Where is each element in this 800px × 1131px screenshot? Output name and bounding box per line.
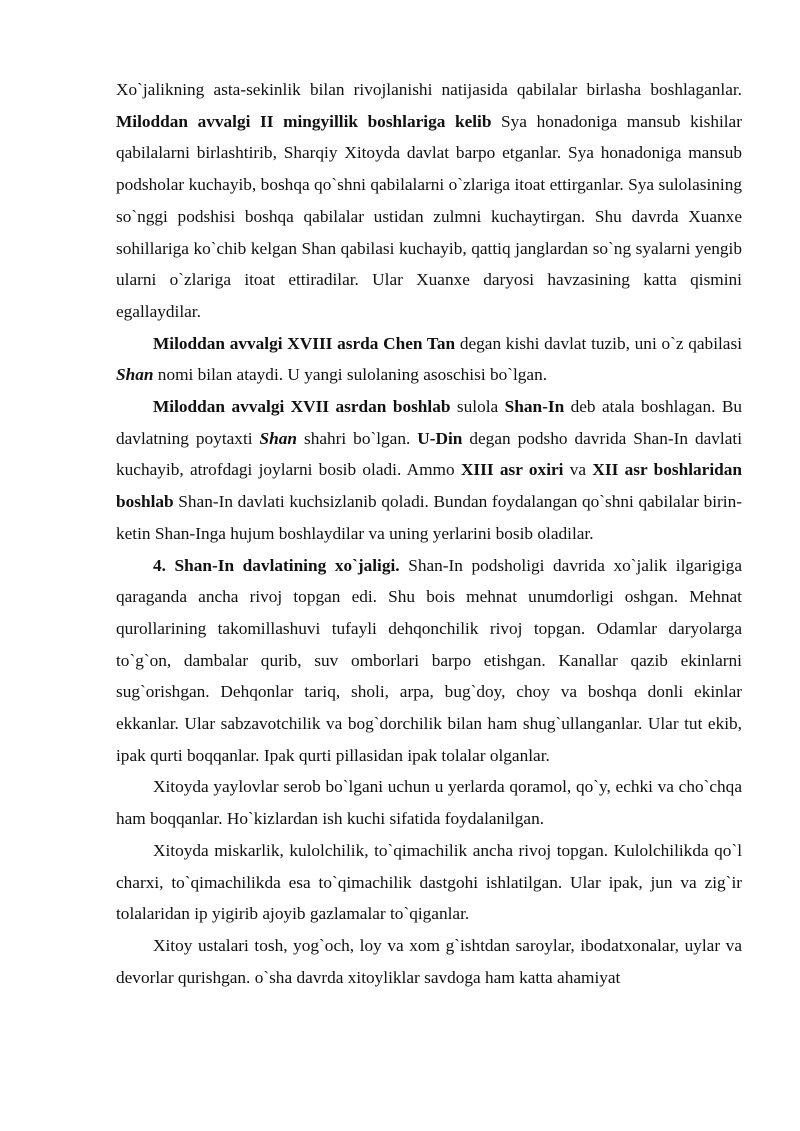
paragraph-2 — [116, 328, 742, 391]
body-text: Xitoyda miskarlik, kulolchilik, to`qimachilik ancha rivoj topgan. Kulolchilikda qo`l charxi, to`qimachilikda esa to`qimachilik dastgohi ishlatilgan. Ular ipak, jun va zig`ir tolalaridan ip yigirib ajoyib gazlamalar to`qiganlar. — [116, 840, 742, 924]
body-text: Sya honadoniga mansub kishilar qabilalarni birlashtirib, Sharqiy Xitoyda davlat barpo etganlar. Sya honadoniga mansub podsholar kuchayib, boshqa qo`shni qabilalarni o`zlariga itoat ettirganlar. Sya sulolasining so`nggi podshisi boshqa qabilalar ustidan zulmni kuchaytirgan. Shu davrda Xuanxe sohillariga ko`chib kelgan Shan qabilasi kuchayib, qattiq janglardan so`ng syalarni yengib ularni o`zlariga itoat ettiradilar. Ular Xuanxe daryosi havzasining katta qismini egallaydilar. — [116, 111, 742, 321]
paragraph-7 — [116, 930, 742, 993]
emphasized-text: Miloddan avvalgi II mingyillik boshlariga kelib — [116, 111, 492, 131]
emphasized-text: 4. Shan-In davlatining xo`jaligi. — [153, 555, 400, 575]
emphasized-text: U-Din — [417, 428, 463, 448]
body-text: sulola — [450, 397, 505, 417]
body-text: Shan-In podsholigi davrida xo`jalik ilgarigiga qaraganda ancha rivoj topgan edi. Shu bois mehnat unumdorligi oshgan. Mehnat qurollarining takomillashuvi tufayli dehqonchilik rivoj topgan. Odamlar daryolarga to`g`on, dambalar qurib, suv omborlari barpo etishgan. Kanallar qazib ekinlarni sug`orishgan. Dehqonlar tariq, sholi, arpa, bug`doy, choy va boshqa donli ekinlar ekkanlar. Ular sabzavotchilik va bog`dorchilik bilan ham shug`ullanganlar. Ular tut ekib, ipak qurti boqqanlar. Ipak qurti pillasidan ipak tolalar olganlar. — [116, 555, 742, 765]
emphasized-text: Miloddan avvalgi XVIII asrda Chen Tan — [153, 333, 456, 353]
body-text: nomi bilan ataydi. U yangi sulolaning asoschisi bo`lgan. — [153, 365, 548, 385]
body-text: Xo`jalikning asta-sekinlik bilan rivojlanishi natijasida qabilalar birlasha boshlaganlar. — [116, 80, 742, 99]
body-text: Xitoy ustalari tosh, yog`och, loy va xom g`ishtdan saroylar, ibodatxonalar, uylar va devorlar qurishgan. o`sha davrda xitoyliklar savdoga ham katta ahamiyat — [116, 935, 742, 987]
paragraph-6 — [116, 835, 742, 930]
emphasized-text: Shan-In — [504, 397, 565, 417]
document-page — [116, 74, 742, 993]
body-text: shahri bo`lgan. — [297, 428, 418, 448]
paragraph-1 — [116, 74, 742, 328]
paragraph-3 — [116, 391, 742, 550]
emphasized-text: Shan — [259, 428, 298, 448]
paragraph-5 — [116, 771, 742, 834]
emphasized-text: XIII asr oxiri — [460, 460, 564, 480]
body-text: Xitoyda yaylovlar serob bo`lgani uchun u yerlarda qoramol, qo`y, echki va cho`chqa ham boqqanlar. Ho`kizlardan ish kuchi sifatida foydalanilgan. — [116, 777, 742, 829]
body-text: degan kishi davlat tuzib, uni o`z qabilasi — [455, 333, 743, 353]
paragraph-4 — [116, 550, 742, 772]
body-text: degan podsho davrida Shan-In davlati kuchayib, atrofdagi joylarni bosib oladi. Ammo — [116, 428, 742, 480]
emphasized-text: XII asr boshlaridan boshlab — [116, 460, 742, 512]
emphasized-text: Miloddan avvalgi XVII asrdan boshlab — [153, 397, 451, 417]
emphasized-text: Shan — [116, 365, 154, 385]
body-text: deb atala boshlagan. Bu davlatning poytaxti — [116, 397, 742, 448]
body-text: Shan-In davlati kuchsizlanib qoladi. Bundan foydalangan qo`shni qabilalar birin-ketin Shan-Inga hujum boshlaydilar va uning yerlarini bosib oladilar. — [116, 492, 742, 543]
body-text: va — [563, 460, 593, 480]
